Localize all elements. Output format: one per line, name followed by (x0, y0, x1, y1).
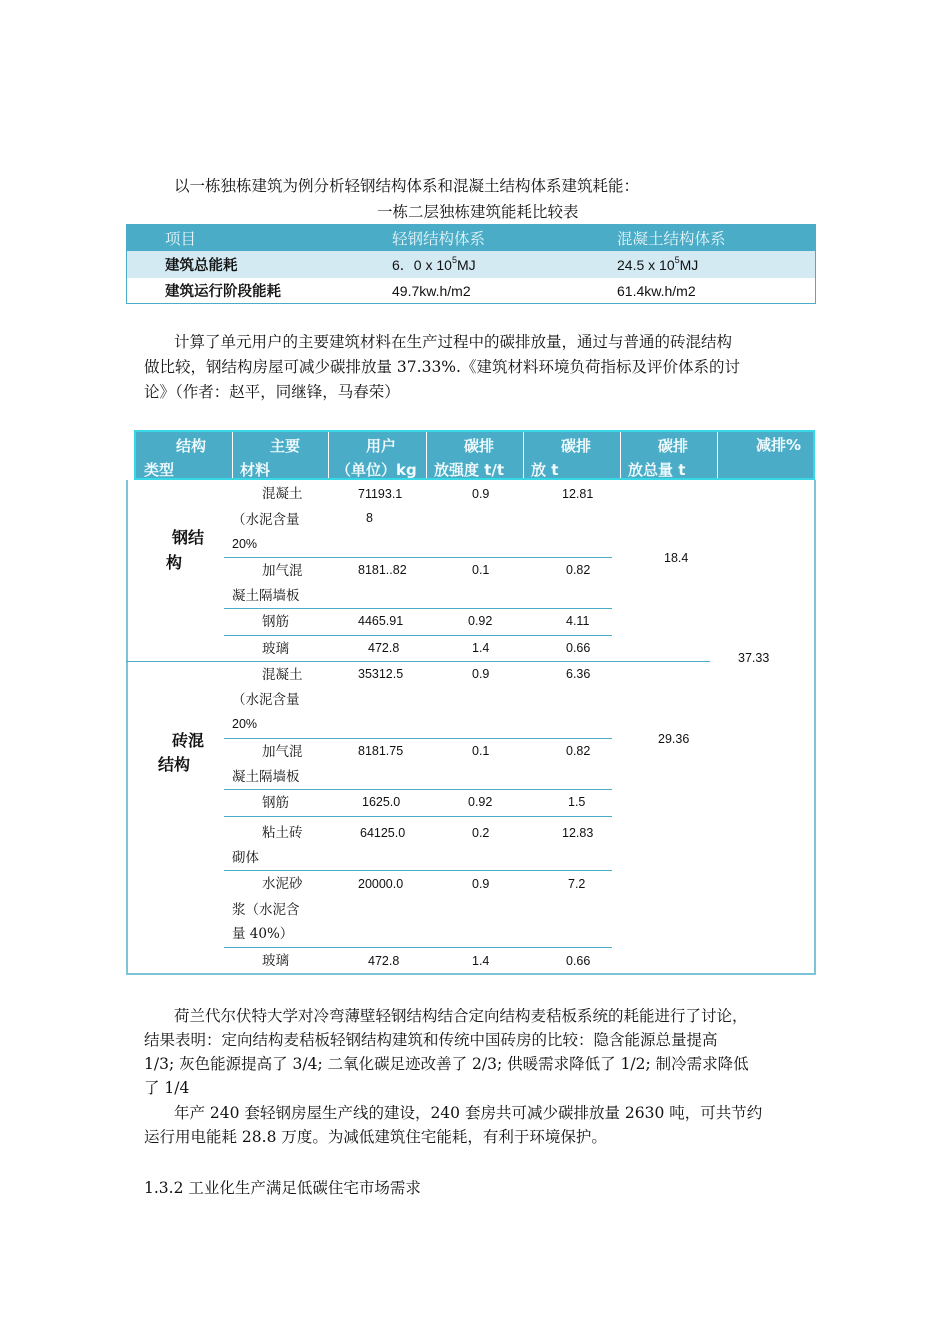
table1-caption: 一栋二层独栋建筑能耗比较表 (377, 203, 579, 221)
intensity-cell: 1.4 (472, 954, 490, 968)
brick-structure-label-1: 砖混 (172, 731, 205, 750)
table1-header-light-steel: 轻钢结构体系 (392, 230, 486, 248)
emission-cell: 1.5 (568, 795, 586, 809)
material-cell: 20% (232, 717, 258, 731)
material-cell: 砌体 (232, 850, 259, 866)
paragraph2-line: 做比较，钢结构房屋可减少碳排放量 37.33%.《建筑材料环境负荷指标及评价体系的讨 (144, 358, 740, 376)
brick-total-emission: 29.36 (658, 732, 690, 746)
paragraph3-line: 了 1/4 (144, 1079, 190, 1097)
emission-cell: 12.81 (562, 487, 594, 501)
usage-cell: 8181..82 (358, 563, 407, 577)
carbon-table-header (134, 430, 815, 480)
paragraph3-line: 结果表明：定向结构麦秸板轻钢结构建筑和传统中国砖房的比较：隐含能源总量提高 (144, 1031, 718, 1049)
emission-cell: 0.66 (566, 641, 591, 655)
material-cell: （水泥含量 (232, 692, 300, 708)
table2-right-border (814, 480, 816, 974)
material-cell: 混凝土 (262, 486, 303, 502)
intensity-cell: 1.4 (472, 641, 490, 655)
header-intensity-2: 放强度 t/t (434, 461, 505, 479)
steel-structure-label-1: 钢结 (172, 528, 205, 547)
table1-row (127, 251, 815, 279)
section-heading: 1.3.2 工业化生产满足低碳住宅市场需求 (144, 1179, 421, 1197)
material-cell: （水泥含量 (232, 512, 300, 528)
header-type-2: 类型 (144, 461, 175, 479)
material-cell: 加气混 (262, 744, 303, 760)
material-cell: 凝土隔墙板 (232, 588, 300, 604)
material-cell: 混凝土 (262, 667, 303, 683)
intensity-cell: 0.2 (472, 826, 490, 840)
table1-item: 建筑总能耗 (165, 258, 238, 274)
material-cell: 凝土隔墙板 (232, 769, 300, 785)
usage-cell: 71193.1 (358, 487, 403, 501)
header-type-1: 结构 (176, 437, 207, 455)
emission-cell: 4.11 (566, 614, 590, 628)
intensity-cell: 0.9 (472, 667, 490, 681)
header-material-2: 材料 (240, 461, 271, 479)
usage-cell: 8 (366, 511, 373, 525)
table1-header-concrete: 混凝土结构体系 (617, 230, 726, 248)
emission-cell: 6.36 (566, 667, 591, 681)
usage-cell: 20000.0 (358, 877, 404, 891)
steel-structure-label-2: 构 (166, 553, 183, 572)
table2-left-border (126, 480, 128, 974)
intensity-cell: 0.1 (472, 563, 490, 577)
material-cell: 水泥砂 (262, 876, 303, 892)
header-usage-1: 用户 (366, 437, 397, 455)
usage-cell: 472.8 (368, 954, 400, 968)
paragraph3-line: 1/3; 灰色能源提高了 3/4; 二氧化碳足迹改善了 2/3; 供暖需求降低了 1/2; 制冷需求降低 (144, 1055, 749, 1073)
emission-cell: 0.66 (566, 954, 591, 968)
paragraph3-line: 荷兰代尔伏特大学对冷弯薄壁轻钢结构结合定向结构麦秸板系统的耗能进行了讨论， (174, 1007, 748, 1025)
table1-concrete-value: 24.5 x 10 $^5$ MJ (617, 255, 699, 273)
header-emission-2: 放 t (531, 461, 559, 479)
header-intensity-1: 碳排 (464, 437, 495, 455)
intensity-cell: 0.92 (468, 795, 493, 809)
paragraph4-line: 年产 240 套轻钢房屋生产线的建设，240 套房共可减少碳排放量 2630 吨，可共节约 (174, 1104, 763, 1122)
material-cell: 加气混 (262, 563, 303, 579)
table2-bottom-border (126, 973, 816, 975)
steel-total-emission: 18.4 (664, 551, 689, 565)
usage-cell: 1625.0 (362, 795, 401, 809)
material-cell: 粘土砖 (262, 825, 303, 841)
emission-cell: 12.83 (562, 826, 594, 840)
intensity-cell: 0.1 (472, 744, 490, 758)
material-cell: 玻璃 (262, 953, 289, 969)
header-total-1: 碳排 (658, 437, 689, 455)
material-cell: 钢筋 (262, 795, 289, 811)
emission-cell: 0.82 (566, 744, 591, 758)
intensity-cell: 0.9 (472, 877, 490, 891)
intro-text: 以一栋独栋建筑为例分析轻钢结构体系和混凝土结构体系建筑耗能： (174, 177, 640, 195)
header-total-2: 放总量 t (628, 461, 686, 479)
material-cell: 量 40%） (232, 926, 294, 942)
brick-structure-label-2: 结构 (158, 755, 191, 774)
reduction-value: 37.33 (738, 651, 770, 665)
usage-cell: 64125.0 (360, 826, 406, 840)
material-cell: 浆（水泥含 (232, 902, 300, 918)
usage-cell: 35312.5 (358, 667, 404, 681)
usage-cell: 472.8 (368, 641, 400, 655)
material-cell: 20% (232, 537, 258, 551)
material-cell: 玻璃 (262, 641, 289, 657)
header-material-1: 主要 (270, 437, 301, 455)
intensity-cell: 0.92 (468, 614, 493, 628)
header-emission-1: 碳排 (561, 437, 592, 455)
group-divider (126, 661, 710, 662)
table1-light-steel-value: 49.7kw.h/m2 (392, 282, 471, 299)
emission-cell: 7.2 (568, 877, 586, 891)
paragraph2-line: 计算了单元用户的主要建筑材料在生产过程中的碳排放量，通过与普通的砖混结构 (174, 333, 733, 351)
table1-light-steel-value: 6．0 x 10 $^5$ MJ (392, 255, 476, 273)
paragraph4-line: 运行用电能耗 28.8 万度。为减低建筑住宅能耗，有利于环境保护。 (144, 1128, 607, 1146)
table1-concrete-value: 61.4kw.h/m2 (617, 282, 696, 299)
energy-comparison-table (126, 224, 816, 304)
header-reduction: 减排% (756, 436, 802, 454)
table1-item: 建筑运行阶段能耗 (165, 284, 281, 300)
table1-row (127, 278, 815, 303)
emission-cell: 0.82 (566, 563, 591, 577)
table1-header-row (127, 225, 815, 251)
table1-header-item: 项目 (165, 230, 197, 248)
material-cell: 钢筋 (262, 614, 289, 630)
paragraph2-line: 论》（作者：赵平，同继锋，马春荣） (144, 383, 400, 401)
usage-cell: 4465.91 (358, 614, 404, 628)
usage-cell: 8181.75 (358, 744, 404, 758)
intensity-cell: 0.9 (472, 487, 490, 501)
header-usage-2: （单位）kg (336, 461, 417, 479)
